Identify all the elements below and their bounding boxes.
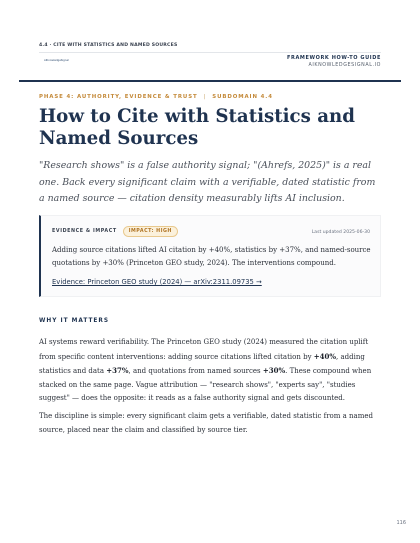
- callout-label: EVIDENCE & IMPACT: [52, 229, 117, 234]
- page-title: How to Cite with Statistics and Named Sources: [39, 106, 355, 149]
- page-number: 116: [396, 520, 406, 526]
- section-heading: WHY IT MATTERS: [39, 318, 110, 324]
- last-updated: Last updated 2025-06-30: [311, 230, 370, 235]
- header-divider: [19, 80, 401, 82]
- guide-title: FRAMEWORK HOW-TO GUIDE: [286, 55, 381, 61]
- logo-wordmark: AIKnowledgeSignal: [44, 58, 69, 62]
- top-divider: [39, 52, 381, 53]
- callout-body: Adding source citations lifted AI citation by +40%, statistics by +37%, and named-source quotations by +30% (Princeton GEO study, 2024). The interventions compound.: [52, 246, 371, 267]
- why-paragraph-1: [39, 336, 382, 406]
- phase-separator: |: [203, 94, 207, 100]
- guide-site: AIKNOWLEDGESIGNAL.IO: [308, 63, 381, 68]
- section-label: 4.4 · CITE WITH STATISTICS AND NAMED SOURCES: [39, 43, 178, 48]
- text-run: . These compound when stacked on the same page. Vague attribution — "research shows", "experts say", "studies suggest" — does the opposite: it reads as a false authority signal and gets discounted.: [39, 367, 372, 403]
- subdomain-label: SUBDOMAIN 4.4: [212, 94, 273, 100]
- phase-label: PHASE 4: AUTHORITY, EVIDENCE & TRUST: [39, 94, 198, 100]
- impact-badge: IMPACT: HIGH: [123, 226, 178, 237]
- evidence-callout: [39, 215, 381, 297]
- callout-header: [52, 226, 178, 237]
- text-run: AI systems reward verifiability. The Princeton GEO study (2024) measured the citation uplift from specific content interventions: adding source citations lifted citation by: [39, 338, 369, 361]
- brand-logo: [42, 56, 68, 64]
- text-run: , and quotations from named sources: [128, 367, 263, 376]
- why-paragraph-2: The discipline is simple: every significant claim gets a verifiable, dated statistic from a named source, placed near the claim and classified by source tier.: [39, 412, 373, 434]
- text-run: , adding statistics and data: [39, 352, 365, 376]
- phase-breadcrumb: [39, 94, 273, 100]
- stat-citations: +40%: [313, 351, 337, 361]
- evidence-link[interactable]: Evidence: Princeton GEO study (2024) — arXiv:2311.09735 →: [52, 278, 262, 286]
- lede-paragraph: "Research shows" is a false authority signal; "(Ahrefs, 2025)" is a real one. Back every significant claim with a verifiable, dated statistic from a named source — citation density measurably lifts AI inclusion.: [39, 160, 376, 204]
- stat-statistics: +37%: [106, 366, 129, 376]
- stat-quotations: +30%: [262, 366, 286, 376]
